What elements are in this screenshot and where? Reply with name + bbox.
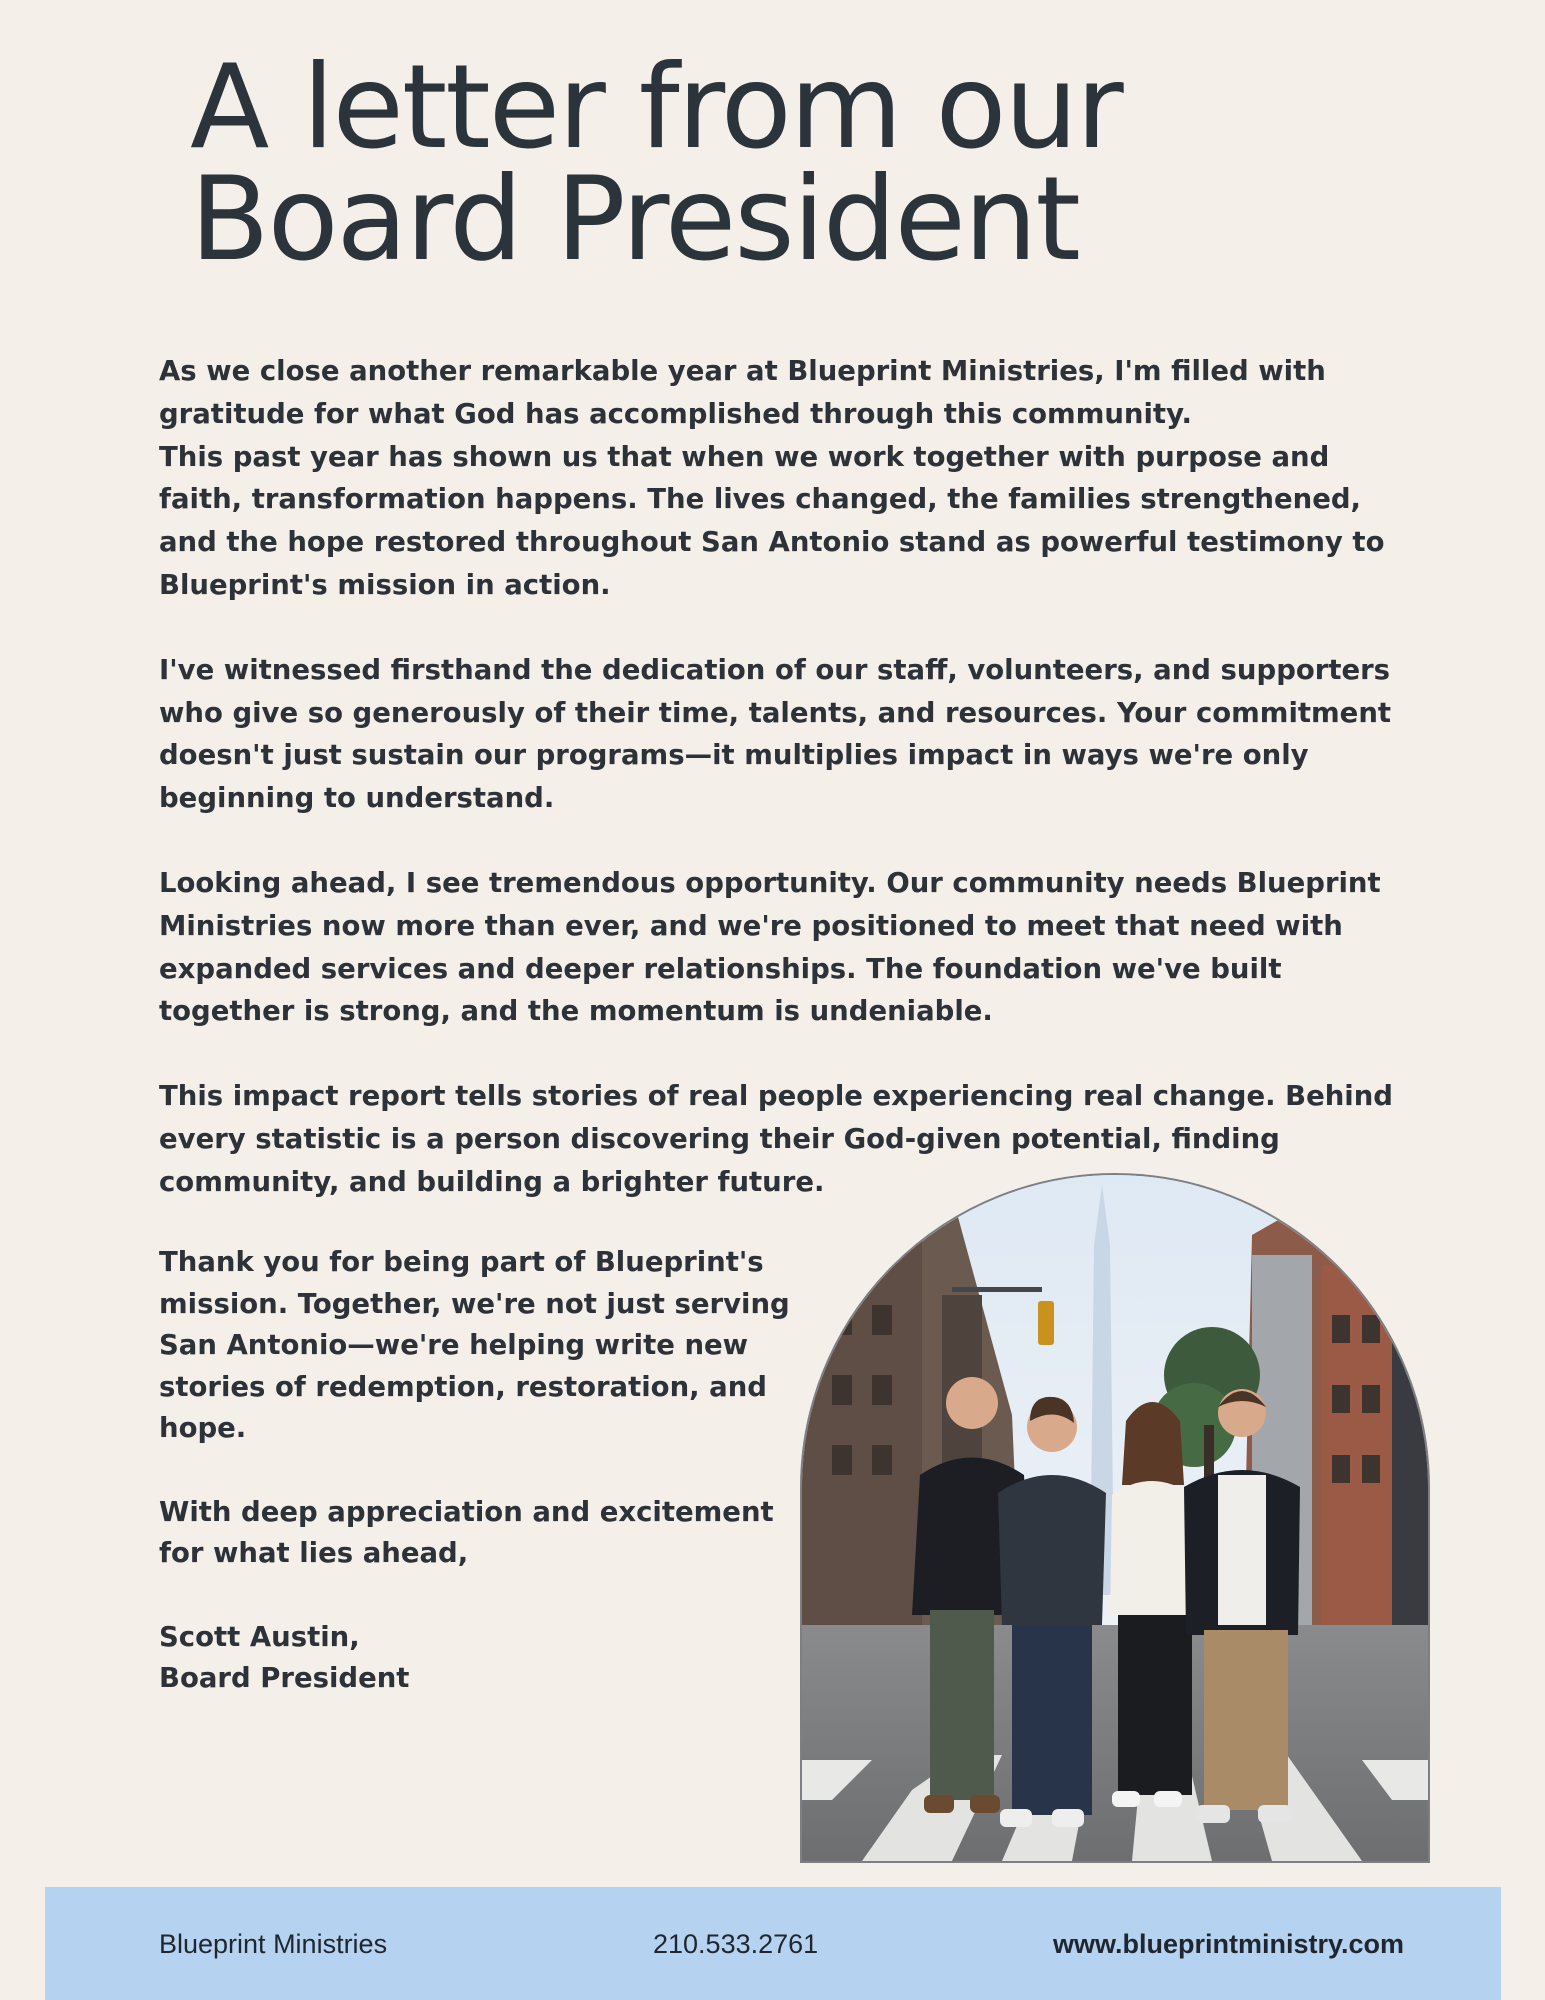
footer-phone: 210.533.2761 — [653, 1929, 819, 1959]
footer-bar — [45, 1887, 1501, 2000]
signature-title: Board President — [159, 1662, 410, 1694]
footer-organization: Blueprint Ministries — [159, 1929, 388, 1959]
letter-paragraph-4: This impact report tells stories of real people experiencing real change. Behind every statistic is a person discovering their God-given potential, finding community, and building a brighter future. — [159, 1080, 1393, 1198]
letter-body — [159, 350, 1409, 1204]
signature-name: Scott Austin, — [159, 1620, 360, 1653]
family-street-photo-illustration — [802, 1175, 1428, 1861]
family-photo — [800, 1173, 1430, 1863]
page-title-line-1: A letter from our — [190, 40, 1122, 175]
page-title-line-2: Board President — [190, 152, 1079, 287]
letter-closing-column — [159, 1242, 799, 1700]
letter-paragraph-1a: As we close another remarkable year at Blueprint Ministries, I'm filled with gratitude for what God has accomplished through this community. — [159, 355, 1326, 430]
letter-paragraph-5: Thank you for being part of Blueprint's mission. Together, we're not just serving San Antonio—we're helping write new stories of redemption, restoration, and hope. — [159, 1246, 790, 1444]
page-title — [190, 40, 1390, 287]
letter-paragraph-1b: This past year has shown us that when we work together with purpose and faith, transformation happens. The lives changed, the families strengthened, and the hope restored throughout San Antonio stand as powerful testimony to Blueprint's mission in action. — [159, 440, 1385, 601]
letter-paragraph-3: Looking ahead, I see tremendous opportunity. Our community needs Blueprint Ministries now more than ever, and we're positioned to meet that need with expanded services and deeper relationships. The foundation we've built together is strong, and the momentum is undeniable. — [159, 866, 1381, 1028]
footer-website-link[interactable]: www.blueprintministry.com — [1053, 1929, 1405, 1959]
letter-paragraph-2: I've witnessed firsthand the dedication of our staff, volunteers, and supporters who give so generously of their time, talents, and resources. Your commitment doesn't just sustain our programs—it multiplies impact in ways we're only beginning to understand. — [159, 653, 1392, 815]
letter-closing: With deep appreciation and excitement for what lies ahead, — [159, 1495, 774, 1569]
